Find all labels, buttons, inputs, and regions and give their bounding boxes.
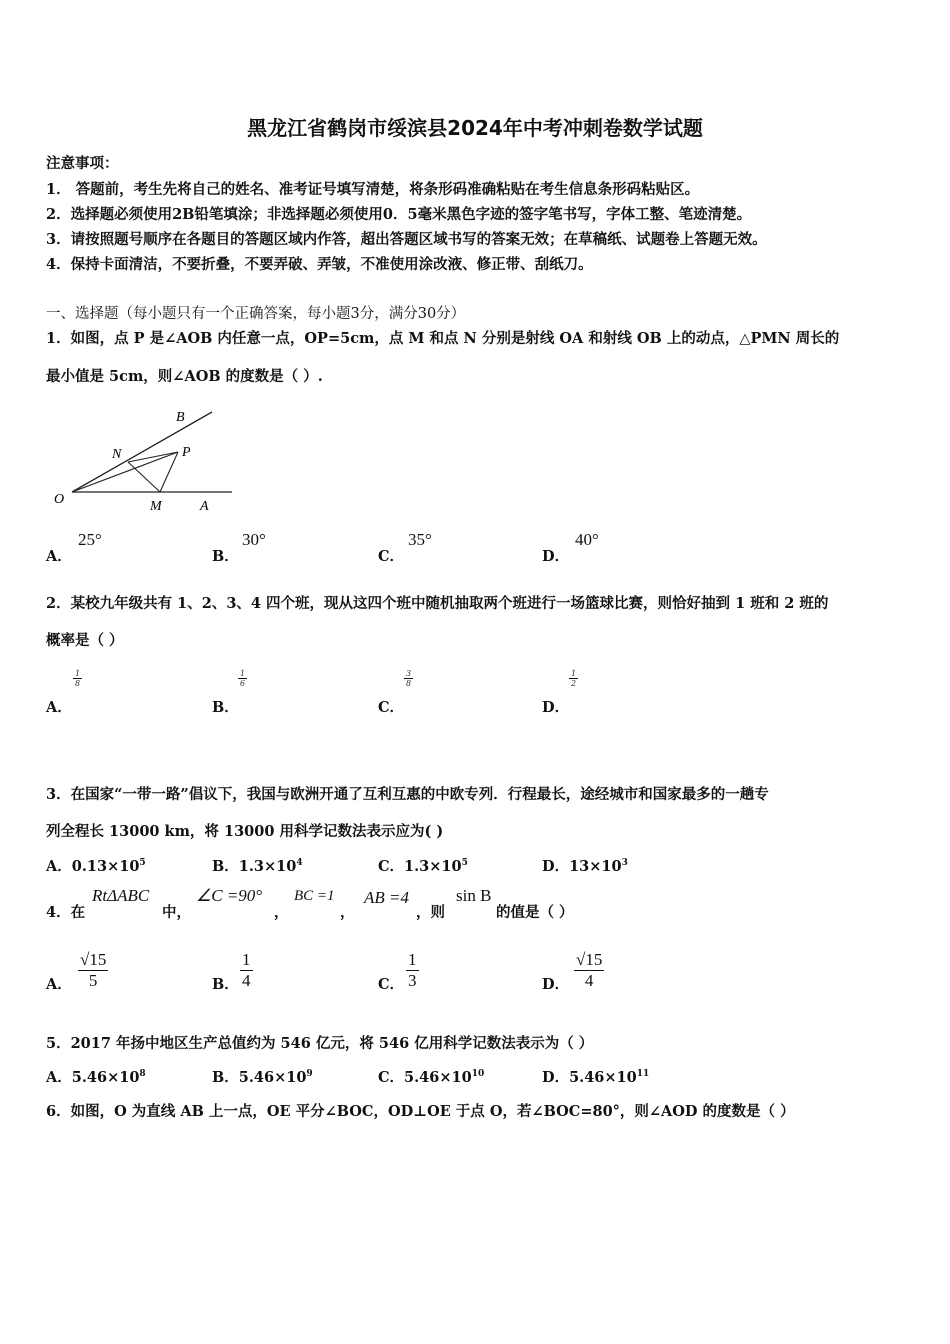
q4-option-b-fraction — [240, 950, 253, 991]
q4-option-b-label: B． — [212, 976, 239, 993]
q4-sinb: sin B — [456, 886, 492, 905]
q3-text-line1: 3．在国家“一带一路”倡议下，我国与欧洲开通了互利互惠的中欧专列．行程最长，途经城市和国家最多的一趟专 — [46, 786, 769, 803]
q3-option-b — [212, 855, 303, 876]
q1-option-d-value: 40° — [575, 530, 599, 549]
fraction-denominator: 4 — [242, 971, 251, 990]
label-a: A — [200, 499, 209, 514]
q4-option-d-fraction — [574, 950, 604, 991]
q2-option-a-label: A． — [46, 699, 72, 716]
q6-text-line1: 6．如图，O 为直线 AB 上一点，OE 平分∠BOC，OD⊥OE 于点 O，若∠BOC=80°，则∠AOD 的度数是（ ） — [46, 1103, 795, 1120]
option-base: 5.46×10 — [238, 1069, 307, 1086]
q3-text-line2: 列全程长 13000 km，将 13000 用科学记数法表示应为( ) — [46, 823, 444, 840]
option-label: D． — [542, 858, 570, 875]
option-exponent: 10 — [471, 1069, 485, 1080]
q4-bc: BC =1 — [294, 888, 335, 904]
option-exponent: 8 — [139, 1069, 146, 1080]
option-label: B． — [212, 1069, 239, 1086]
q5-option-c — [378, 1066, 484, 1087]
notice-item: 2．选择题必须使用2B铅笔填涂；非选择题必须使用0．5毫米黑色字迹的签字笔书写，字体工整、笔迹清楚。 — [46, 206, 752, 223]
fraction-denominator: 6 — [240, 679, 246, 688]
q3-option-a — [46, 855, 146, 876]
notice-item: 3．请按照题号顺序在各题目的答题区域内作答，超出答题区域书写的答案无效；在草稿纸、试题卷上答题无效。 — [46, 231, 767, 248]
q4-option-a-label: A． — [46, 976, 72, 993]
fraction-numerator: 1 — [75, 669, 81, 678]
notice-item: 1． 答题前，考生先将自己的姓名、准考证号填写清楚，将条形码准确粘贴在考生信息条形码粘贴区。 — [46, 181, 700, 198]
fraction-denominator: 2 — [571, 679, 577, 688]
fraction-denominator: 8 — [75, 679, 81, 688]
segment-np — [128, 452, 178, 462]
fraction-numerator: √15 — [576, 950, 603, 969]
q2-option-c-label: C． — [378, 699, 405, 716]
fraction-numerator: 1 — [571, 669, 577, 678]
q2-option-d-fraction — [569, 669, 578, 688]
q4-sep: ， — [340, 904, 355, 921]
ray-ob — [72, 412, 212, 492]
fraction-numerator: 1 — [242, 950, 251, 969]
option-label: B． — [212, 858, 239, 875]
fraction-numerator: 3 — [406, 669, 412, 678]
option-label: A． — [46, 1069, 72, 1086]
option-label: C． — [378, 1069, 405, 1086]
q1-option-a-value: 25° — [78, 530, 102, 549]
q4-then: ，则 — [416, 904, 445, 921]
option-exponent: 11 — [636, 1069, 650, 1080]
q2-option-c-fraction — [404, 669, 413, 688]
option-label: C． — [378, 858, 405, 875]
q3-option-c — [378, 855, 468, 876]
option-base: 1.3×10 — [238, 858, 297, 875]
fraction-denominator: 4 — [584, 971, 594, 990]
segment-nm — [128, 462, 160, 492]
label-n: N — [112, 447, 122, 462]
option-exponent: 4 — [296, 858, 303, 869]
q2-option-a-fraction — [73, 669, 82, 688]
label-m: M — [150, 499, 162, 514]
q1-option-c-label: C． — [378, 548, 405, 565]
fraction-denominator: 8 — [406, 679, 412, 688]
notice-heading: 注意事项： — [46, 155, 119, 172]
option-exponent: 3 — [621, 858, 628, 869]
q4-triangle: RtΔABC — [92, 886, 150, 905]
q2-option-b-fraction — [238, 669, 247, 688]
q4-angle-c: ∠C =90° — [196, 886, 263, 905]
q4-option-d-label: D． — [542, 976, 570, 993]
q1-text-line2: 最小值是 5cm，则∠AOB 的度数是（ ）. — [46, 368, 323, 385]
option-base: 5.46×10 — [71, 1069, 140, 1086]
label-o: O — [54, 492, 65, 507]
q4-option-c-label: C． — [378, 976, 405, 993]
q1-option-d-label: D． — [542, 548, 570, 565]
option-base: 1.3×10 — [404, 858, 462, 875]
q5-option-d — [542, 1066, 649, 1087]
option-label: A． — [46, 858, 72, 875]
q4-mid: 中， — [162, 904, 191, 921]
q4-prefix: 4．在 — [46, 904, 86, 921]
option-base: 13×10 — [569, 858, 622, 875]
q3-option-d — [542, 855, 628, 876]
option-base: 5.46×10 — [404, 1069, 472, 1086]
q2-option-d-label: D． — [542, 699, 570, 716]
q1-option-a-label: A． — [46, 548, 72, 565]
q4-suffix: 的值是（ ） — [496, 904, 574, 921]
q4-option-c-fraction — [406, 950, 419, 991]
q1-option-b-label: B． — [212, 548, 239, 565]
option-label: D． — [542, 1069, 570, 1086]
fraction-numerator: 1 — [240, 669, 246, 678]
option-base: 5.46×10 — [569, 1069, 637, 1086]
option-exponent: 5 — [139, 858, 146, 869]
fraction-denominator: 3 — [408, 971, 417, 990]
section-heading: 一、选择题（每小题只有一个正确答案，每小题3分，满分30分） — [46, 306, 466, 322]
option-exponent: 9 — [306, 1069, 313, 1080]
fraction-numerator: 1 — [408, 950, 417, 969]
q4-ab: AB =4 — [364, 888, 409, 907]
q1-option-b-value: 30° — [242, 530, 266, 549]
q4-sep: ， — [274, 904, 289, 921]
label-b: B — [176, 410, 185, 425]
q4-option-a-fraction — [78, 950, 108, 991]
fraction-denominator: 5 — [88, 971, 98, 990]
option-exponent: 5 — [461, 858, 468, 869]
q1-text-line1: 1．如图，点 P 是∠AOB 内任意一点，OP=5cm，点 M 和点 N 分别是射线 OA 和射线 OB 上的动点，△PMN 周长的 — [46, 330, 840, 347]
q5-option-b — [212, 1066, 313, 1087]
option-base: 0.13×10 — [71, 858, 140, 875]
notice-item: 4．保持卡面清洁，不要折叠，不要弄破、弄皱，不准使用涂改液、修正带、刮纸刀。 — [46, 256, 593, 273]
q1-option-c-value: 35° — [408, 530, 432, 549]
fraction-numerator: √15 — [80, 950, 107, 969]
q2-text-line1: 2．某校九年级共有 1、2、3、4 四个班，现从这四个班中随机抽取两个班进行一场篮球比赛，则恰好抽到 1 班和 2 班的 — [46, 595, 829, 612]
q2-text-line2: 概率是（ ） — [46, 632, 124, 649]
q1-angle-figure — [46, 400, 246, 518]
q2-option-b-label: B． — [212, 699, 239, 716]
label-p: P — [182, 445, 191, 460]
q5-text-line1: 5．2017 年扬中地区生产总值约为 546 亿元，将 546 亿用科学记数法表示为（ ） — [46, 1035, 594, 1052]
q5-option-a — [46, 1066, 146, 1087]
page-title: 黑龙江省鹤岗市绥滨县2024年中考冲刺卷数学试题 — [247, 116, 703, 140]
